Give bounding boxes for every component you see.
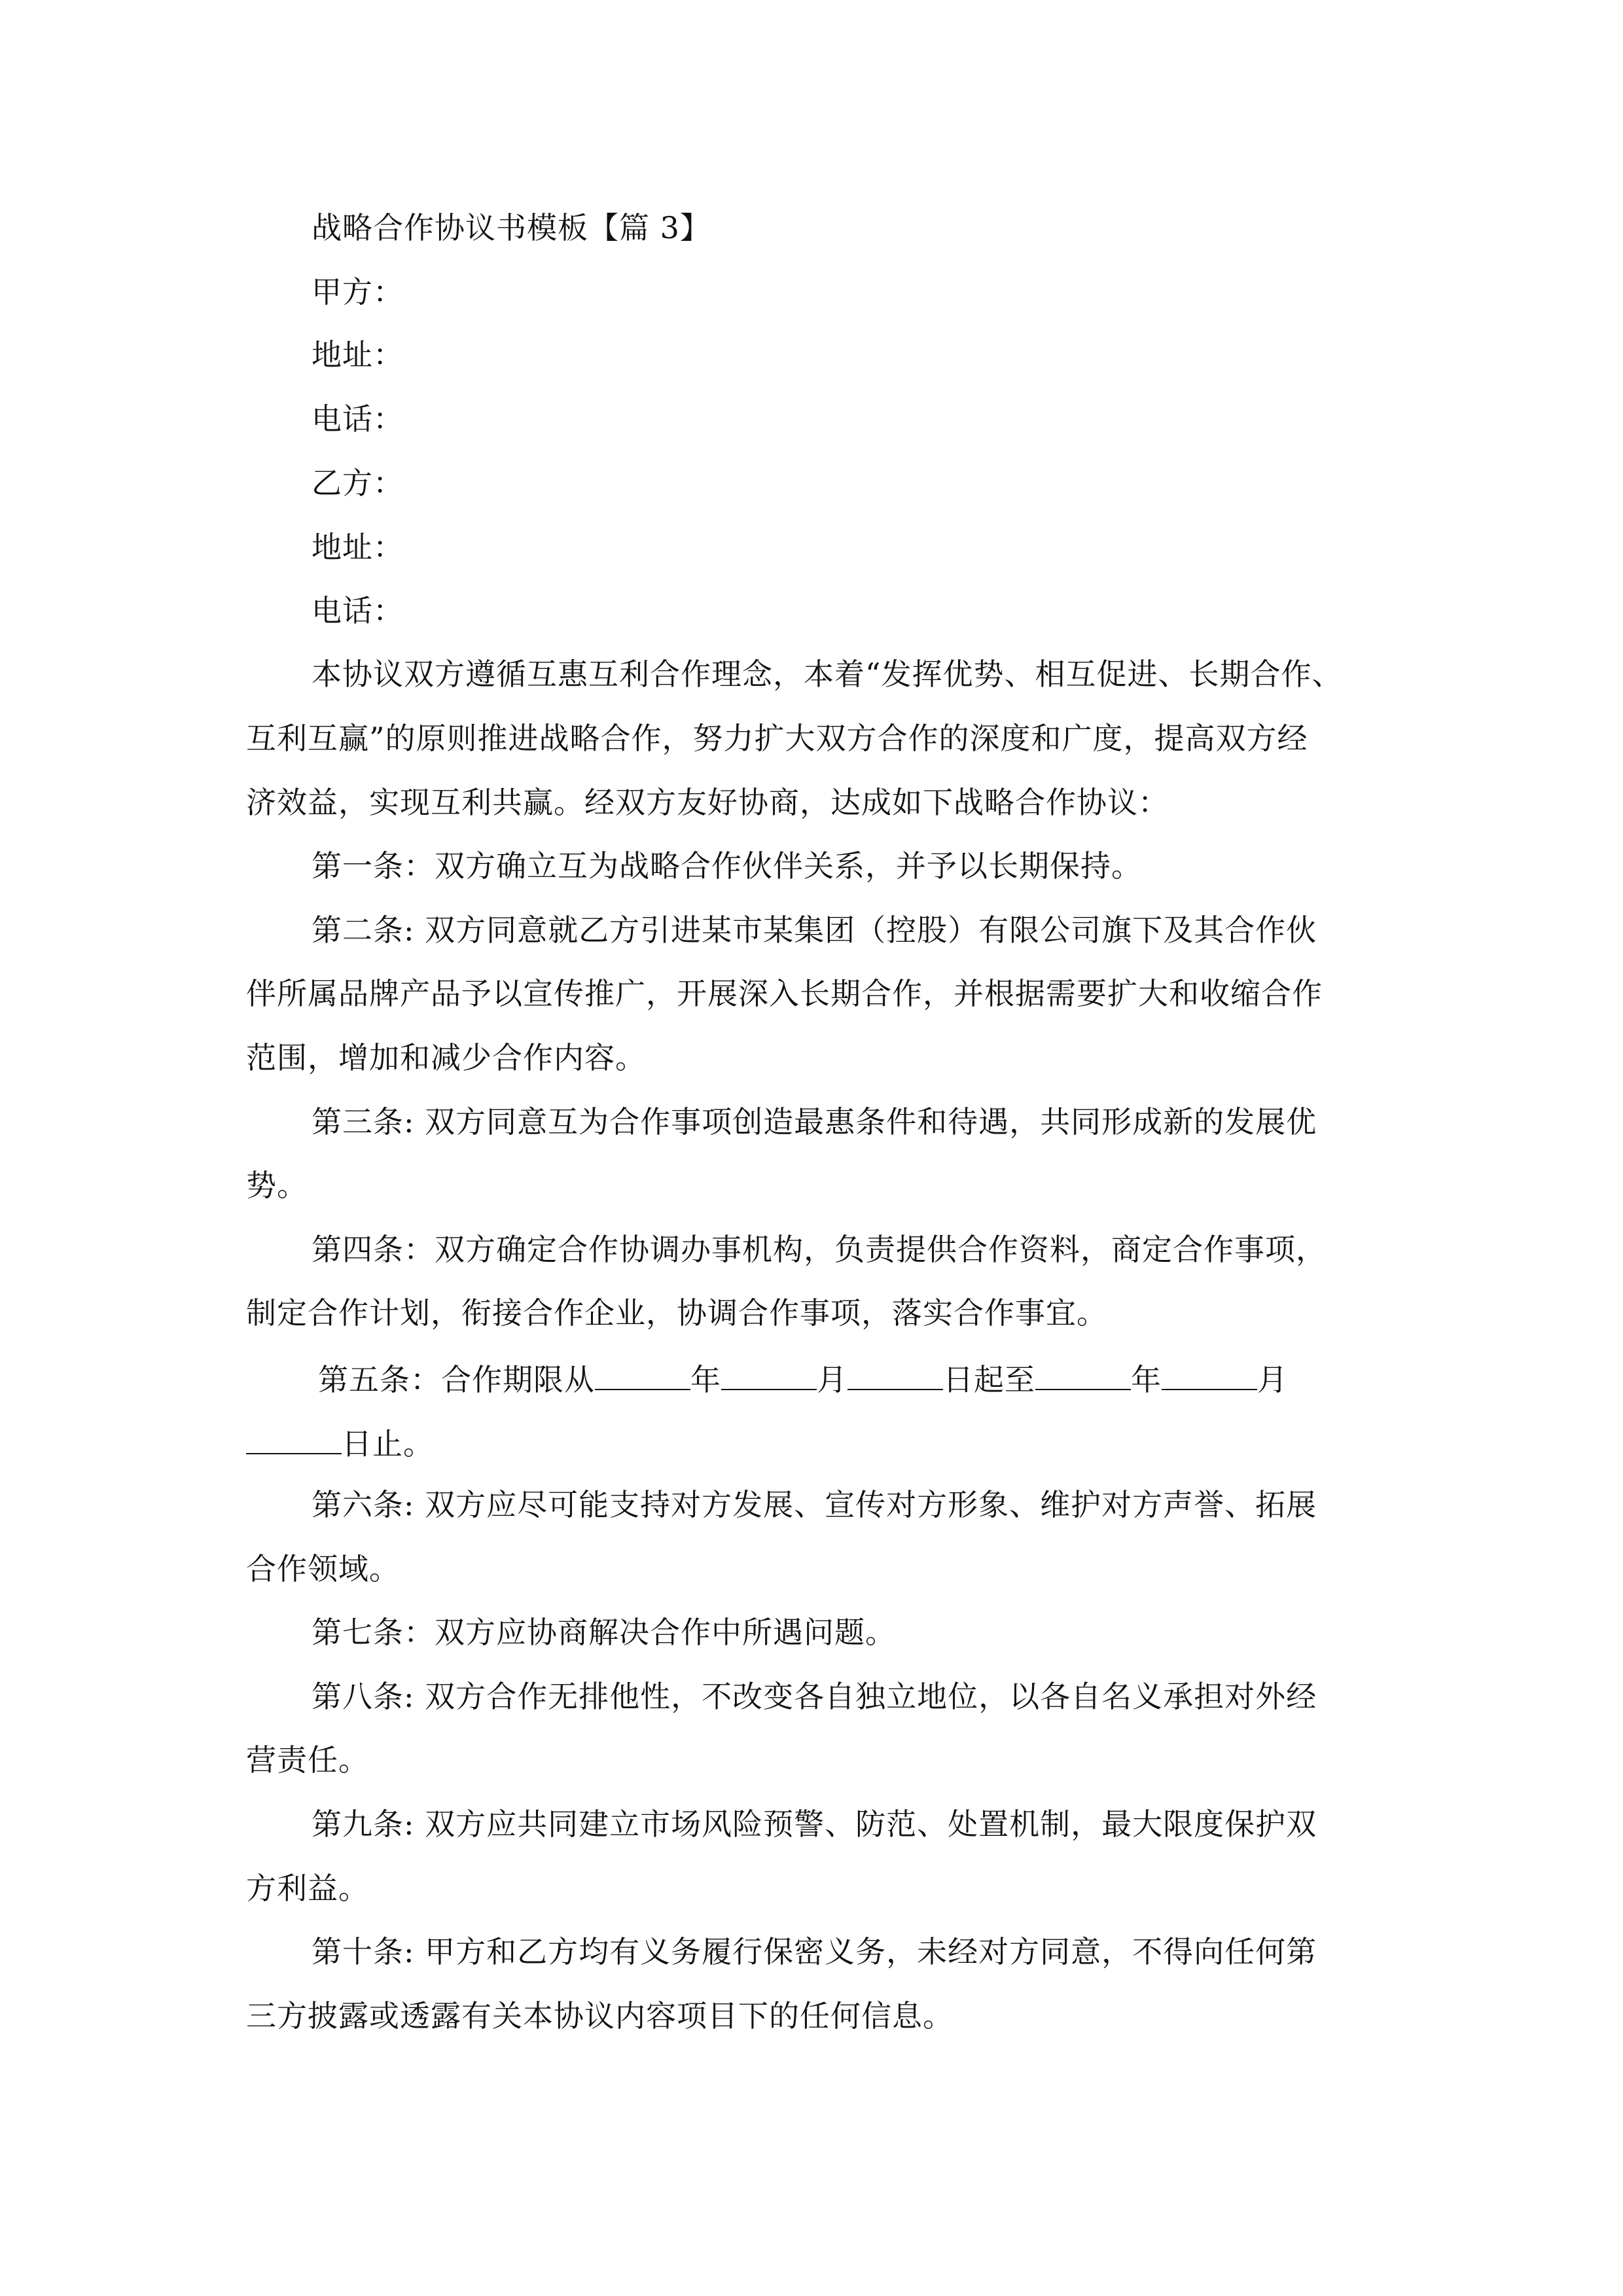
article-10-line-2: 三方披露或透露有关本协议内容项目下的任何信息。 — [246, 1998, 954, 2034]
party-a-address-label: 地址： — [312, 337, 404, 372]
article-2-line-3: 范围，增加和减少合作内容。 — [246, 1040, 646, 1075]
intro-line-3: 济效益，实现互利共赢。经双方友好协商，达成如下战略合作协议： — [246, 785, 1169, 820]
article-5-day-from: 日起至 — [943, 1362, 1035, 1397]
article-2-line-1: 第二条: 双方同意就乙方引进某市某集团（控股）有限公司旗下及其合作伙 — [312, 912, 1317, 948]
intro-line-2: 互利互赢”的原则推进战略合作，努力扩大双方合作的深度和广度，提高双方经 — [246, 721, 1308, 756]
article-5-month-1: 月 — [817, 1362, 847, 1397]
party-b-label: 乙方： — [312, 465, 404, 501]
party-b-address-label: 地址： — [312, 529, 404, 565]
party-a-label: 甲方： — [312, 274, 404, 310]
article-5-month-2: 月 — [1257, 1362, 1288, 1397]
blank-end-year — [1035, 1357, 1131, 1390]
article-6-line-2: 合作领域。 — [246, 1551, 400, 1587]
article-5-line-1 — [0, 1357, 1623, 1397]
article-5-day-end: 日止。 — [342, 1426, 434, 1462]
blank-end-day — [246, 1422, 342, 1454]
article-9-line-1: 第九条: 双方应共同建立市场风险预警、防范、处置机制，最大限度保护双 — [312, 1806, 1317, 1842]
article-7-line-1: 第七条：双方应协商解决合作中所遇问题。 — [312, 1615, 896, 1650]
article-6-line-1: 第六条: 双方应尽可能支持对方发展、宣传对方形象、维护对方声誉、拓展 — [312, 1487, 1317, 1522]
article-5-year-2: 年 — [1131, 1362, 1162, 1397]
party-b-phone-label: 电话： — [312, 593, 404, 628]
article-5-prefix: 第五条：合作期限从 — [318, 1362, 595, 1397]
document-title: 战略合作协议书模板【篇 3】 — [312, 210, 711, 245]
article-4-line-2: 制定合作计划，衔接合作企业，协调合作事项，落实合作事宜。 — [246, 1295, 1107, 1331]
article-10-line-1: 第十条: 甲方和乙方均有义务履行保密义务，未经对方同意，不得向任何第 — [312, 1934, 1317, 1969]
blank-start-month — [721, 1357, 817, 1390]
blank-start-day — [847, 1357, 943, 1390]
article-5-year-1: 年 — [690, 1362, 721, 1397]
article-5-line-2 — [0, 1422, 1623, 1461]
article-3-line-2: 势。 — [246, 1168, 308, 1203]
blank-start-year — [595, 1357, 690, 1390]
article-3-line-1: 第三条: 双方同意互为合作事项创造最惠条件和待遇，共同形成新的发展优 — [312, 1104, 1317, 1139]
article-4-line-1: 第四条：双方确定合作协调办事机构，负责提供合作资料，商定合作事项， — [312, 1232, 1327, 1267]
article-2-line-2: 伴所属品牌产品予以宣传推广，开展深入长期合作，并根据需要扩大和收缩合作 — [246, 976, 1323, 1011]
article-8-line-1: 第八条: 双方合作无排他性，不改变各自独立地位，以各自名义承担对外经 — [312, 1679, 1317, 1714]
party-a-phone-label: 电话： — [312, 401, 404, 437]
blank-end-month — [1162, 1357, 1257, 1390]
article-9-line-2: 方利益。 — [246, 1871, 369, 1906]
article-8-line-2: 营责任。 — [246, 1742, 369, 1778]
article-1-line-1: 第一条：双方确立互为战略合作伙伴关系，并予以长期保持。 — [312, 848, 1142, 884]
intro-line-1: 本协议双方遵循互惠互利合作理念，本着“发挥优势、相互促进、长期合作、 — [312, 656, 1343, 692]
